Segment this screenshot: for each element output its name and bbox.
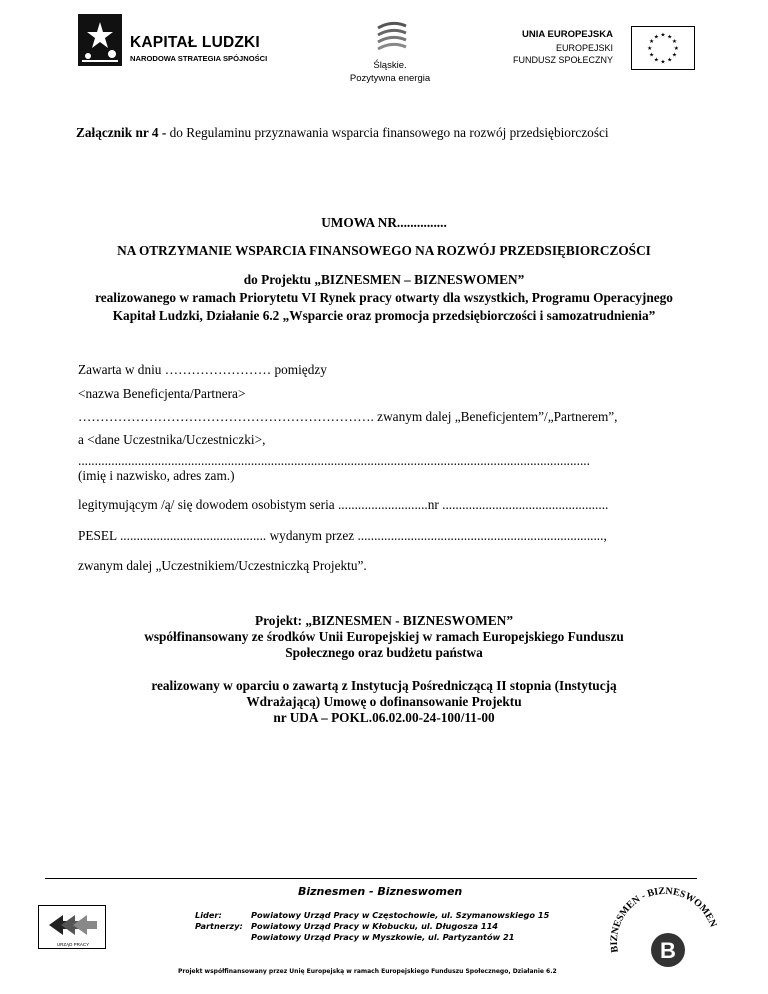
footer-divider (45, 878, 697, 879)
biznesmen-bizneswomen-logo (608, 880, 720, 970)
participant-designation: zwanym dalej „Uczestnikiem/Uczestniczką Projektu”. (78, 558, 367, 573)
footer-lider-value: Powiatowy Urząd Pracy w Częstochowie, ul. Szymanowskiego 15 (251, 910, 550, 920)
project-line-3: Kapitał Ludzki, Działanie 6.2 „Wsparcie oraz promocja przedsiębiorczości i samozatrudnienia” (112, 308, 656, 323)
participant-dotted-line: .......................................................................................................................................................... (78, 453, 590, 468)
pesel-line: PESEL ............................................ wydanym przez .........................................................................., (78, 528, 607, 543)
slaskie-name: Śląskie. (373, 60, 407, 71)
bb-logo-letter: B (660, 938, 676, 963)
slaskie-tagline: Pozytywna energia (349, 73, 431, 84)
kapital-ludzki-subtitle: NARODOWA STRATEGIA SPÓJNOŚCI (130, 54, 268, 63)
document-main-title: NA OTRZYMANIE WSPARCIA FINANSOWEGO NA ROZWÓJ PRZEDSIĘBIORCZOŚCI (117, 243, 651, 258)
svg-text:★: ★ (667, 57, 673, 64)
annex-line (76, 125, 609, 140)
kapital-ludzki-title: KAPITAŁ LUDZKI (130, 34, 260, 51)
cofinancing-line-5: Wdrażającą) Umowę o dofinansowanie Projektu (246, 694, 522, 709)
svg-text:★: ★ (671, 52, 678, 59)
id-document-line: legitymującym /ą/ się dowodem osobistym seria ...........................nr .................................................. (78, 497, 609, 512)
eu-fund-line2: FUNDUSZ SPOŁECZNY (512, 55, 613, 65)
svg-text:★: ★ (667, 34, 673, 41)
slaskie-waves-icon (374, 18, 410, 58)
svg-text:★: ★ (673, 45, 679, 52)
footer-project-title: Biznesmen - Bizneswomen (298, 885, 463, 898)
page-header (0, 0, 768, 90)
svg-text:★: ★ (647, 45, 653, 52)
svg-text:★: ★ (653, 34, 659, 41)
cofinancing-line-3: Społecznego oraz budżetu państwa (285, 645, 483, 660)
urzad-pracy-logo (38, 905, 106, 949)
cofinancing-line-4: realizowany w oparciu o zawartą z Instytucją Pośredniczącą II stopnia (Instytucją (151, 678, 617, 693)
eu-union-name: UNIA EUROPEJSKA (522, 29, 613, 40)
footer-cofinancing-note: Projekt współfinansowany przez Unię Europejską w ramach Europejskiego Funduszu Społecznego, Działanie 6.2 (178, 968, 557, 975)
eu-flag-icon (631, 26, 695, 70)
eu-fund-line1: EUROPEJSKI (555, 43, 613, 53)
eu-logo (505, 26, 705, 76)
svg-text:★: ★ (660, 32, 666, 39)
slaskie-logo (345, 18, 435, 84)
participant-data-label: a <dane Uczestnika/Uczestniczki>, (78, 432, 266, 447)
cofinancing-line-2: współfinansowany ze środków Unii Europejskiej w ramach Europejskiego Funduszu (144, 629, 624, 644)
kapital-ludzki-emblem-icon (78, 14, 122, 66)
footer-lider-label: Lider: (195, 910, 222, 920)
bb-logo-ring-path: BIZNESMEN - BIZNESWOMEN (608, 885, 719, 954)
beneficiary-line: …………………………………………………………. zwanym dalej „Beneficjentem”/„Partnerem”, (78, 409, 618, 424)
project-line-2: realizowanego w ramach Priorytetu VI Rynek pracy otwarty dla wszystkich, Programu Operacyjnego (95, 290, 673, 305)
svg-text:★: ★ (648, 52, 655, 59)
svg-text:★: ★ (660, 59, 666, 66)
footer-partner-1: Powiatowy Urząd Pracy w Kłobucku, ul. Długosza 114 (251, 921, 498, 931)
cofinancing-project-name: Projekt: „BIZNESMEN - BIZNESWOMEN” (255, 613, 513, 628)
svg-text:★: ★ (653, 57, 659, 64)
svg-text:★: ★ (648, 39, 655, 46)
contract-date-line: Zawarta w dniu …………………… pomiędzy (78, 362, 327, 377)
contract-number-title: UMOWA NR............... (321, 215, 447, 230)
footer-partner-2: Powiatowy Urząd Pracy w Myszkowie, ul. Partyzantów 21 (251, 932, 515, 942)
beneficiary-name-label: <nazwa Beneficjenta/Partnera> (78, 386, 246, 401)
annex-prefix: Załącznik nr 4 - (76, 125, 167, 140)
project-line-1: do Projektu „BIZNESMEN – BIZNESWOMEN” (243, 272, 525, 287)
footer-partners-label: Partnerzy: (195, 921, 243, 931)
annex-text: do Regulaminu przyznawania wsparcia finansowego na rozwój przedsiębiorczości (166, 125, 609, 140)
participant-name-hint: (imię i nazwisko, adres zam.) (78, 468, 235, 483)
urzad-pracy-text: URZĄD PRACY (56, 942, 90, 947)
agreement-number: nr UDA – POKL.06.02.00-24-100/11-00 (273, 710, 495, 725)
kapital-ludzki-logo (78, 14, 318, 74)
urzad-pracy-arrows-icon (47, 911, 99, 939)
svg-text:★: ★ (671, 39, 678, 46)
